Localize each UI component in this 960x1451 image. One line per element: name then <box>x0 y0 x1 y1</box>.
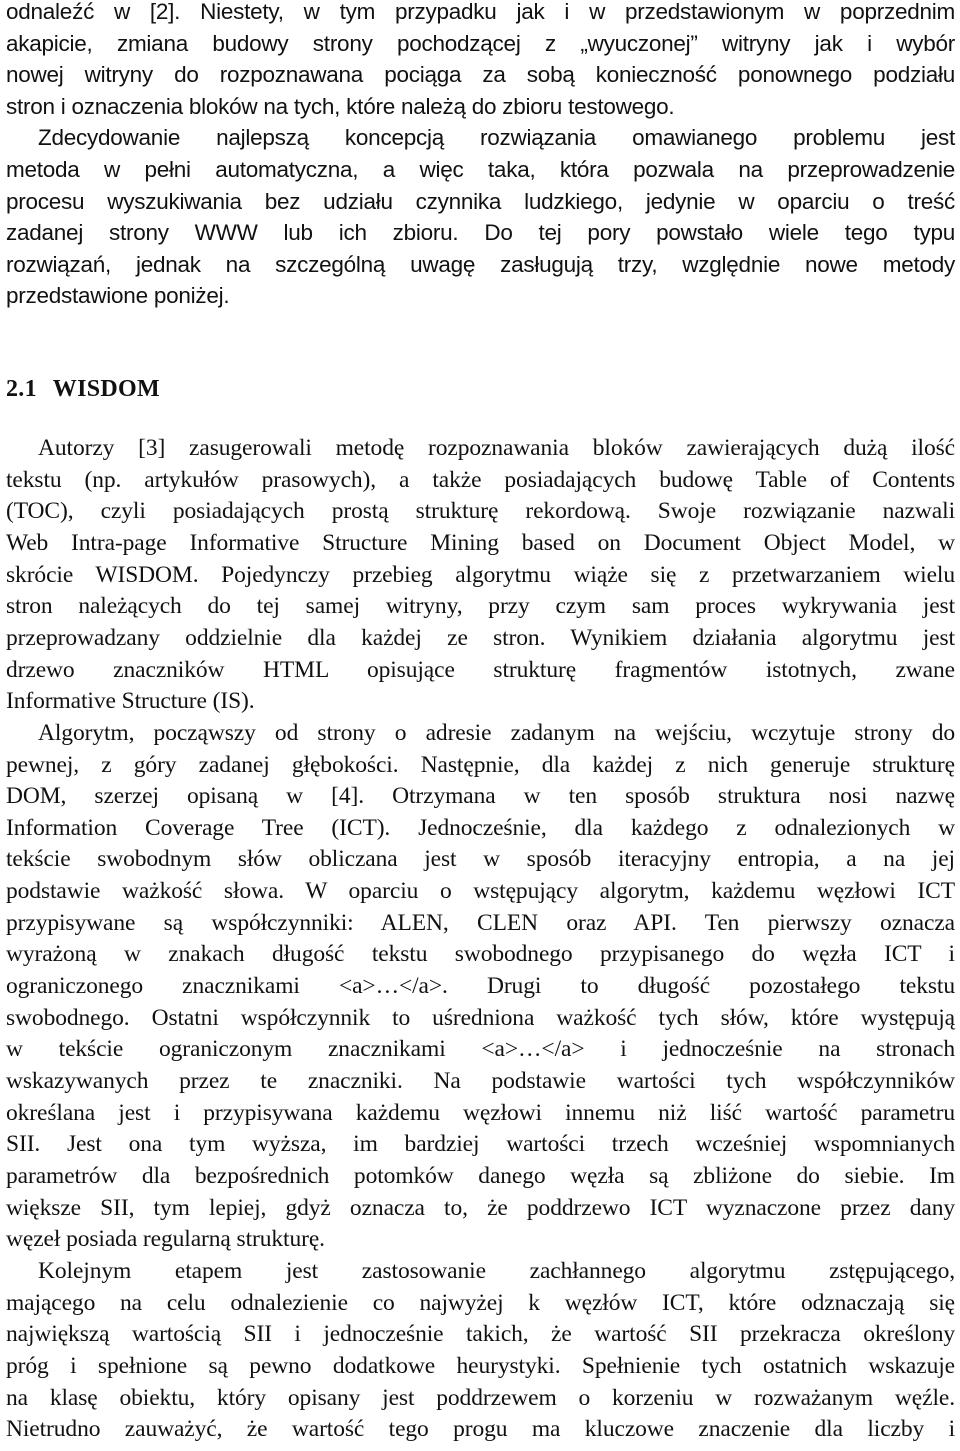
text-line: stron i oznaczenia bloków na tych, które należą do zbioru testowego. <box>6 93 675 119</box>
text-line: Information Coverage Tree (ICT). Jednocześnie, dla każdego z odnalezionych w <box>6 814 955 841</box>
text-line: swobodnego. Ostatni współczynnik to uśredniona ważkość tych słów, które występują <box>6 1004 955 1031</box>
text-line: przedstawione poniżej. <box>6 283 230 309</box>
text-line: Algorytm, począwszy od strony o adresie zadanym na wejściu, wczytuje strony do <box>38 719 955 746</box>
text-line: tekście swobodnym słów obliczana jest w sposób iteracyjny entropia, a na jej <box>6 846 955 873</box>
section-title: WISDOM <box>52 375 160 402</box>
text-line: określana jest i przypisywana każdemu węzłowi innemu niż liść wartość parametru <box>6 1099 955 1126</box>
text-line: skrócie WISDOM. Pojedynczy przebieg algorytmu wiąże się z przetwarzaniem wielu <box>6 561 955 588</box>
section-heading <box>6 373 955 405</box>
text-line: akapicie, zmiana budowy strony pochodzącej z „wyuczonej” witryny jak i wybór <box>6 30 955 56</box>
text-line: przypisywane są współczynniki: ALEN, CLEN oraz API. Ten pierwszy oznacza <box>6 909 955 936</box>
text-line: Kolejnym etapem jest zastosowanie zachłannego algorytmu zstępującego, <box>38 1258 955 1284</box>
text-line: Nietrudno zauważyć, że wartość tego progu ma kluczowe znaczenie dla liczby i <box>6 1416 955 1443</box>
paragraph-automatic-methods <box>6 122 955 312</box>
text-line: parametrów dla bezpośrednich potomków danego węzła są zbliżone do siebie. Im <box>6 1163 955 1190</box>
text-line: Informative Structure (IS). <box>6 688 255 715</box>
text-line: zadanej strony WWW lub ich zbioru. Do tej pory powstało wiele tego typu <box>6 220 955 246</box>
paragraph-algorithm <box>6 718 955 1256</box>
text-line: odnaleźć w [2]. Niestety, w tym przypadku jak i w przedstawionym w poprzednim <box>6 0 955 24</box>
text-line: drzewo znaczników HTML opisujące strukturę fragmentów istotnych, zwane <box>6 656 955 683</box>
text-line: tekstu (np. artykułów prasowych), a także posiadających budowę Table of Contents <box>6 466 955 493</box>
text-line: mającego na celu odnalezienie co najwyżej k węzłów ICT, które odznaczają się <box>6 1289 955 1316</box>
text-line: Autorzy [3] zasugerowali metodę rozpoznawania bloków zawierających dużą ilość <box>38 434 955 461</box>
text-line: ograniczonego znacznikami <a>…</a>. Drugi to długość pozostałego tekstu <box>6 973 955 1000</box>
text-line: metoda w pełni automatyczna, a więc taka, która pozwala na przeprowadzenie <box>6 156 955 182</box>
paragraph-intro-continuation <box>6 0 955 122</box>
text-line: SII. Jest ona tym wyższa, im bardziej wartości trzech wcześniej wspomnianych <box>6 1131 955 1158</box>
text-line: Zdecydowanie najlepszą koncepcją rozwiązania omawianego problemu jest <box>38 125 955 151</box>
text-line: Web Intra-page Informative Structure Mining based on Document Object Model, w <box>6 529 955 556</box>
paragraph-greedy-step <box>6 1256 955 1446</box>
text-line: w tekście ograniczonym znacznikami <a>…</a> i jednocześnie na stronach <box>6 1036 955 1063</box>
text-line: próg i spełnione są pewno dodatkowe heurystyki. Spełnienie tych ostatnich wskazuje <box>6 1352 955 1379</box>
paragraph-wisdom-intro <box>6 433 955 718</box>
document-page <box>6 0 955 1446</box>
section-number: 2.1 <box>6 375 37 402</box>
text-line: większe SII, tym lepiej, gdyż oznacza to, że poddrzewo ICT wyznaczone przez dany <box>6 1194 955 1221</box>
text-line: podstawie ważkość słowa. W oparciu o wstępujący algorytm, każdemu węzłowi ICT <box>6 878 955 905</box>
text-line: rozwiązań, jednak na szczególną uwagę zasługują trzy, względnie nowe metody <box>6 251 955 277</box>
text-line: wyrażoną w znakach długość tekstu swobodnego przypisanego do węzła ICT i <box>6 941 955 968</box>
text-line: na klasę obiektu, który opisany jest poddrzewem o korzeniu w rozważanym węźle. <box>6 1384 955 1411</box>
text-line: wskazywanych przez te znaczniki. Na podstawie wartości tych współczynników <box>6 1068 955 1095</box>
text-line: DOM, szerzej opisaną w [4]. Otrzymana w ten sposób struktura nosi nazwę <box>6 783 955 810</box>
text-line: procesu wyszukiwania bez udziału czynnika ludzkiego, jedynie w oparciu o treść <box>6 188 955 214</box>
text-line: największą wartością SII i jednocześnie takich, że wartość SII przekracza określony <box>6 1321 955 1348</box>
text-line: (TOC), czyli posiadających prostą strukturę rekordową. Swoje rozwiązanie nazwali <box>6 498 955 525</box>
text-line: węzeł posiada regularną strukturę. <box>6 1226 325 1253</box>
text-line: pewnej, z góry zadanej głębokości. Następnie, dla każdej z nich generuje strukturę <box>6 751 955 778</box>
text-line: nowej witryny do rozpoznawana pociąga za sobą konieczność ponownego podziału <box>6 62 955 88</box>
text-line: stron należących do tej samej witryny, przy czym sam proces wykrywania jest <box>6 593 955 620</box>
text-line: przeprowadzany oddzielnie dla każdej ze stron. Wynikiem działania algorytmu jest <box>6 624 955 651</box>
